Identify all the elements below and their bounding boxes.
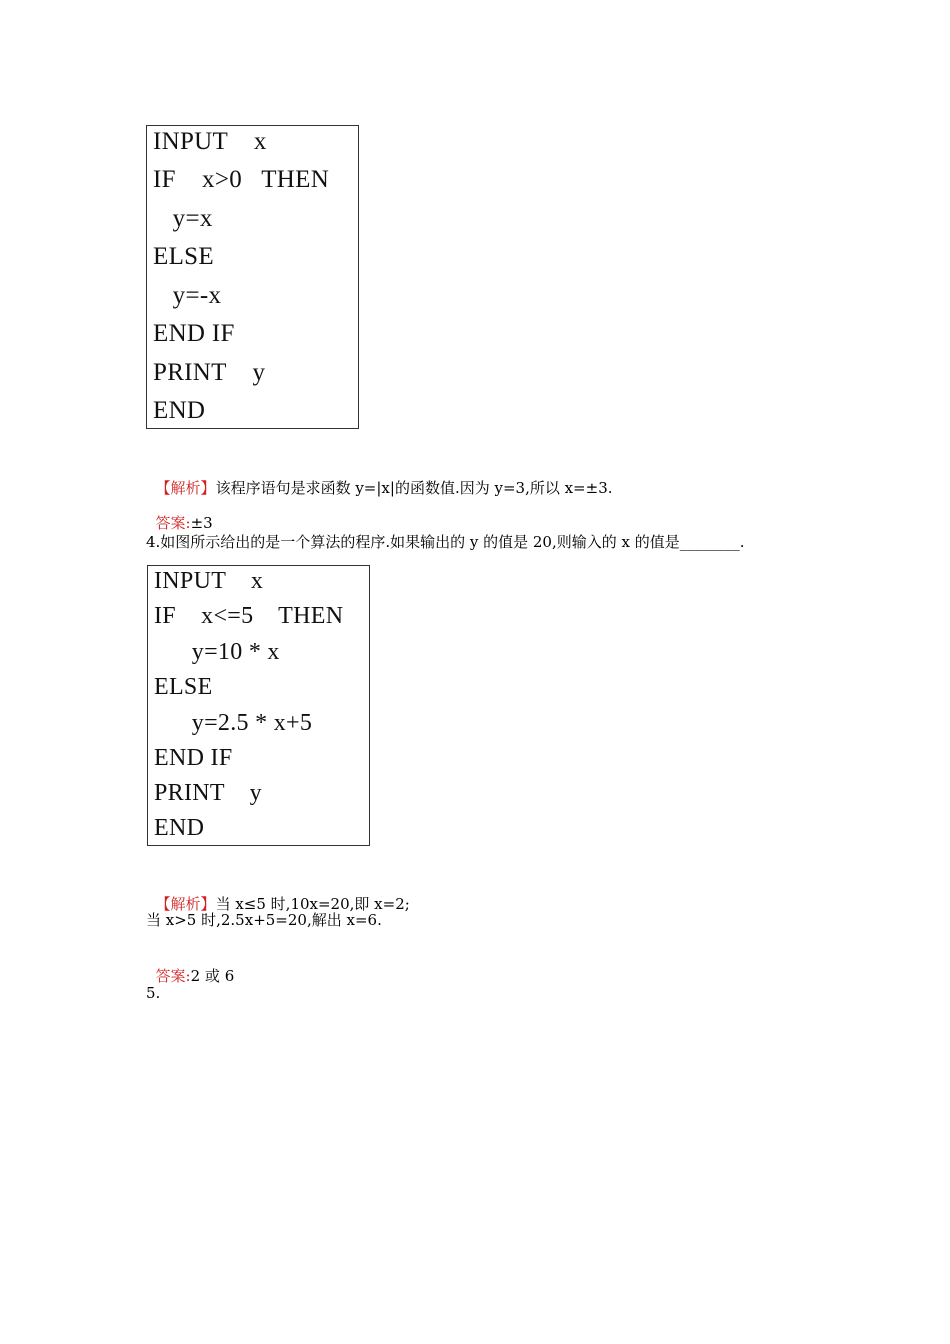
answer-text: ±3 bbox=[190, 514, 213, 532]
code-line: END IF bbox=[154, 745, 233, 771]
analysis-paragraph-1 bbox=[146, 458, 613, 498]
program-code-box-1 bbox=[146, 125, 359, 429]
code-line: ELSE bbox=[153, 243, 214, 270]
analysis-paragraph-2-line-2: 当 x>5 时,2.5x+5=20,解出 x=6. bbox=[146, 911, 382, 929]
code-line: INPUT x bbox=[153, 128, 267, 155]
code-line: ELSE bbox=[154, 674, 213, 700]
analysis-tag: 【解析】 bbox=[155, 895, 216, 913]
code-line: INPUT x bbox=[154, 568, 264, 594]
analysis-paragraph-2 bbox=[146, 874, 410, 914]
code-line: IF x<=5 THEN bbox=[154, 603, 344, 629]
answer-tag: 答案: bbox=[155, 514, 191, 532]
analysis-text: 当 x≤5 时,10x=20,即 x=2; bbox=[215, 895, 410, 913]
analysis-text: 该程序语句是求函数 y=|x|的函数值.因为 y=3,所以 x=±3. bbox=[215, 479, 613, 497]
code-line: y=2.5 * x+5 bbox=[154, 710, 313, 736]
code-line: PRINT y bbox=[154, 780, 262, 806]
answer-tag: 答案: bbox=[155, 967, 191, 985]
code-line: y=x bbox=[153, 205, 213, 232]
code-line: y=10 * x bbox=[154, 639, 280, 665]
code-line: y=-x bbox=[153, 282, 222, 309]
answer-paragraph-2 bbox=[146, 946, 234, 986]
question-4: 4.如图所示给出的是一个算法的程序.如果输出的 y 的值是 20,则输入的 x 的值是________. bbox=[146, 533, 745, 551]
code-line: PRINT y bbox=[153, 359, 266, 386]
code-line: END bbox=[153, 397, 206, 424]
answer-text: 2 或 6 bbox=[190, 967, 235, 985]
code-line: IF x>0 THEN bbox=[153, 166, 330, 193]
answer-paragraph-1 bbox=[146, 493, 213, 533]
analysis-tag: 【解析】 bbox=[155, 479, 216, 497]
question-5: 5. bbox=[146, 984, 161, 1002]
program-code-box-2 bbox=[147, 565, 370, 846]
code-line: END IF bbox=[153, 320, 235, 347]
code-line: END bbox=[154, 815, 205, 841]
